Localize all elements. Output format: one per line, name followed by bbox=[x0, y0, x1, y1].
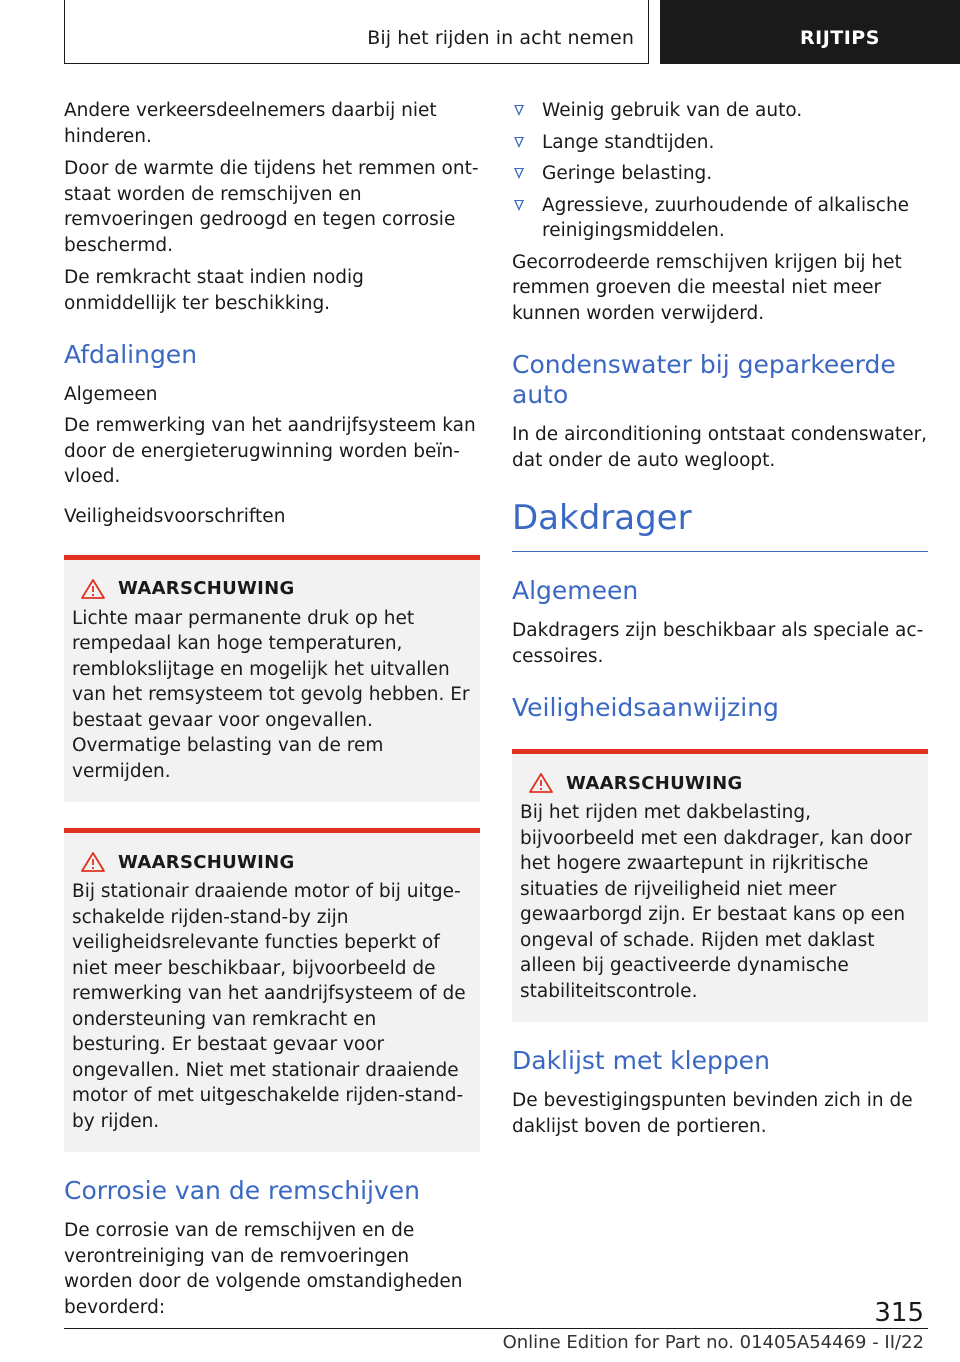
warning-label: WAARSCHUWING bbox=[118, 851, 295, 873]
list-item-text: Weinig gebruik van de auto. bbox=[542, 100, 803, 121]
heading-daklijst: Daklijst met kleppen bbox=[512, 1046, 770, 1075]
list-item-text: Geringe belasting. bbox=[542, 163, 713, 184]
warning-label: WAARSCHUWING bbox=[118, 578, 295, 599]
footer-edition: Online Edition for Part no. 01405A54469 - II/22 bbox=[502, 1332, 924, 1353]
warning-text: Bij stationair draaiende motor of bij uitgeschakelde rijden-stand-by zijn veiligheidsrelevante functies beperkt of niet meer beschikbaar, bijvoorbeeld de remwerking van het aandrijfsysteem of de ondersteuning van remkracht en besturing. Er bestaat gevaar voor ongevallen. Niet met stationair draaiende motor of met uitgeschakelde rijden-stand-by rijden. bbox=[72, 881, 466, 1132]
warning-triangle-icon bbox=[80, 851, 106, 873]
list-item bbox=[512, 98, 928, 124]
heading-dakdrager: Dakdrager bbox=[512, 497, 928, 552]
paragraph: Gecorrodeerde remschijven krijgen bij het remmen groeven die meestal niet meer kunnen worden verwijderd. bbox=[512, 251, 902, 324]
warning-box bbox=[512, 749, 928, 1022]
paragraph: Dakdragers zijn beschikbaar als speciale accessoires. bbox=[512, 620, 924, 667]
header-section-title: Bij het rijden in acht nemen bbox=[367, 27, 634, 49]
warning-triangle-icon bbox=[528, 772, 554, 794]
warning-title bbox=[520, 772, 920, 794]
header-section-box bbox=[64, 0, 649, 64]
heading-veiligheidsaanwijzing: Veiligheidsaanwijzing bbox=[512, 693, 779, 722]
list-item bbox=[512, 193, 928, 244]
heading-algemeen: Algemeen bbox=[64, 384, 158, 405]
triangle-bullet-icon bbox=[514, 168, 524, 179]
paragraph: De remkracht staat indien nodig onmiddellijk ter beschikking. bbox=[64, 267, 364, 314]
header-chapter-title: RIJTIPS bbox=[800, 27, 880, 49]
list-item bbox=[512, 130, 928, 156]
paragraph: De corrosie van de remschijven en de verontreiniging van de remvoeringen worden door de volgende omstandigheden bevorderd: bbox=[64, 1220, 463, 1318]
warning-triangle-icon bbox=[80, 578, 106, 600]
list-item bbox=[512, 161, 928, 187]
warning-title bbox=[72, 851, 472, 873]
warning-text: Lichte maar permanente druk op het rempedaal kan hoge temperaturen, remblokslijtage en mogelijk het uitvallen van het remsysteem tot gevolg hebben. Er bestaat gevaar voor ongevallen. Overmatige belasting van de rem vermijden. bbox=[72, 607, 470, 782]
left-column bbox=[64, 98, 480, 1327]
warning-title bbox=[72, 578, 472, 600]
info-icon: i bbox=[897, 29, 902, 48]
heading-corrosie: Corrosie van de remschijven bbox=[64, 1176, 421, 1205]
paragraph: In de airconditioning ontstaat condenswater, dat onder de auto wegloopt. bbox=[512, 424, 928, 471]
triangle-bullet-icon bbox=[514, 200, 524, 211]
paragraph: Andere verkeersdeelnemers daarbij niet hinderen. bbox=[64, 100, 437, 147]
right-column bbox=[512, 98, 928, 1146]
list-item-text: Agressieve, zuurhoudende of alkalische reinigingsmiddelen. bbox=[542, 194, 910, 241]
heading-algemeen: Algemeen bbox=[512, 576, 639, 605]
paragraph: De remwerking van het aandrijfsysteem kan door de energieterugwinning worden beïnvloed. bbox=[64, 415, 476, 487]
paragraph: Door de warmte die tijdens het remmen ontstaat worden de remschijven en remvoeringen gedroogd en tegen corrosie beschermd. bbox=[64, 158, 479, 256]
list-item-text: Lange standtijden. bbox=[542, 131, 715, 153]
paragraph: De bevestigingspunten bevinden zich in de daklijst boven de portieren. bbox=[512, 1090, 913, 1137]
heading-veiligheidsvoorschriften: Veiligheidsvoorschriften bbox=[64, 505, 286, 527]
triangle-bullet-icon bbox=[514, 137, 524, 148]
warning-label: WAARSCHUWING bbox=[566, 772, 743, 794]
triangle-bullet-icon bbox=[514, 105, 524, 116]
page-number: 315 bbox=[874, 1298, 924, 1328]
warning-box bbox=[64, 555, 480, 803]
heading-condenswater: Condenswater bij geparkeerde auto bbox=[512, 350, 896, 409]
warning-box bbox=[64, 828, 480, 1152]
bullet-list bbox=[512, 98, 928, 244]
heading-afdalingen: Afdalingen bbox=[64, 340, 198, 369]
warning-text: Bij het rijden met dakbelasting, bijvoorbeeld met een dakdrager, kan door het hogere zwaartepunt in rijkritische situaties de rijveiligheid niet meer gewaarborgd zijn. Er bestaat kans op een ongeval of schade. Rijden met daklast alleen bij geactiveerde dynamische stabiliteitscontrole. bbox=[520, 802, 912, 1002]
footer-divider bbox=[64, 1328, 928, 1329]
